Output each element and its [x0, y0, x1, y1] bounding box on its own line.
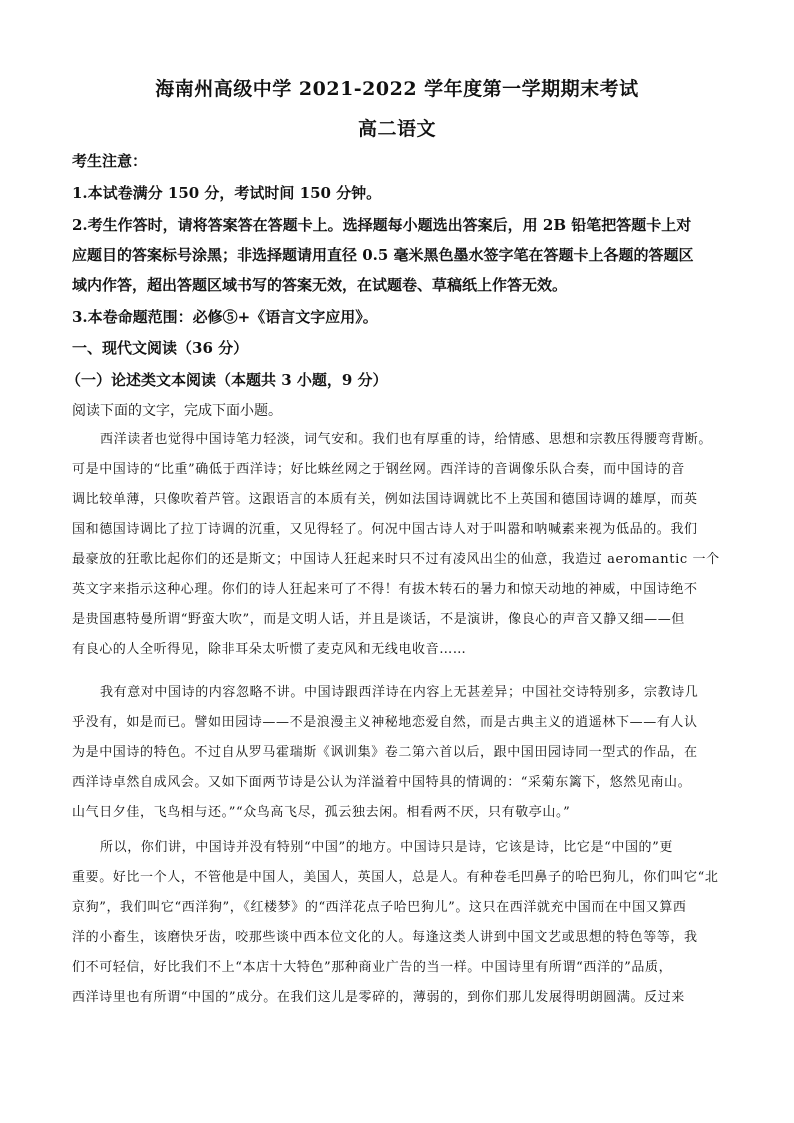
reading-instruction: 阅读下面的文字，完成下面小题。: [72, 403, 282, 419]
passage-line: 们不可轻信，好比我们不上“本店十大特色”那种商业广告的当一样。中国诗里有所谓“西洋的”品质，: [72, 960, 673, 975]
notice-item-2-line-3: 域内作答，超出答题区域书写的答案无效，在试题卷、草稿纸上作答无效。: [72, 276, 568, 294]
passage-paragraph-1: [72, 425, 732, 665]
passage-line: 最豪放的狂歌比起你们的还是斯文；中国诗人狂起来时只不过有凌风出尘的仙意，我造过 aeromantic 一个: [72, 552, 720, 567]
passage-line: 为是中国诗的特色。不过自从罗马霍瑞斯《讽训集》卷二第六首以后，跟中国田园诗同一型式的作品，在: [72, 745, 698, 760]
passage-line: 所以，你们讲，中国诗并没有特别“中国”的地方。中国诗只是诗，它该是诗，比它是“中国的”更: [100, 840, 673, 855]
passage-line: 西洋诗里也有所谓“中国的”成分。在我们这儿是零碎的，薄弱的，到你们那儿发展得明朗圆满。反过来: [72, 990, 685, 1005]
passage-line: 我有意对中国诗的内容忽略不讲。中国诗跟西洋诗在内容上无甚差异；中国社交诗特别多，宗教诗几: [100, 685, 699, 700]
passage-line: 调比较单薄，只像吹着芦管。这跟语言的本质有关，例如法国诗调就比不上英国和德国诗调的雄厚，而英: [72, 492, 698, 507]
subsection-heading: （一）论述类文本阅读（本题共 3 小题，9 分）: [66, 371, 388, 389]
notice-item-2-line-2: 应题目的答案标号涂黑；非选择题请用直径 0.5 毫米黑色墨水签字笔在答题卡上各题的答题区: [72, 246, 694, 264]
passage-line: 洋的小畜生，该磨快牙齿，咬那些谈中西本位文化的人。每逢这类人讲到中国文艺或思想的特色等等，我: [72, 930, 698, 945]
notice-item-3: 3.本卷命题范围：必修⑤+《语言文字应用》。: [72, 308, 378, 326]
passage-line: 山气日夕佳，飞鸟相与还。”“众鸟高飞尽，孤云独去闲。相看两不厌，只有敬亭山。”: [72, 805, 571, 820]
passage-line: 京狗”，我们叫它“西洋狗”，《红楼梦》的“西洋花点子哈巴狗儿”。这只在西洋就充中国而在中国又算西: [72, 900, 687, 915]
exam-title: 海南州高级中学 2021-2022 学年度第一学期期末考试: [155, 78, 639, 100]
notice-item-1: 1.本试卷满分 150 分，考试时间 150 分钟。: [72, 184, 382, 202]
passage-line: 西洋读者也觉得中国诗笔力轻淡，词气安和。我们也有厚重的诗，给情感、思想和宗教压得腰弯背断。: [100, 432, 713, 447]
passage-line: 乎没有，如是而已。譬如田园诗——不是浪漫主义神秘地恋爱自然，而是古典主义的逍遥林下——有人认: [72, 715, 698, 730]
exam-subtitle: 高二语文: [357, 118, 436, 140]
passage-line: 重要。好比一个人，不管他是中国人，美国人，英国人，总是人。有种卷毛凹鼻子的哈巴狗儿，你们叫它“北: [72, 870, 719, 885]
passage-paragraph-3: [72, 833, 732, 1013]
passage-paragraph-2: [72, 678, 732, 828]
passage-line: 有良心的人全听得见，除非耳朵太听惯了麦克风和无线电收音……: [72, 642, 467, 657]
passage-line: 可是中国诗的“比重”确低于西洋诗；好比蛛丝网之于钢丝网。西洋诗的音调像乐队合奏，而中国诗的音: [72, 462, 685, 477]
passage-line: 西洋诗卓然自成风会。又如下面两节诗是公认为洋溢着中国特具的情调的：“采菊东篱下，悠然见南山。: [72, 775, 692, 790]
passage-line: 国和德国诗调比了拉丁诗调的沉重，又见得轻了。何况中国古诗人对于叫嚣和呐喊素来视为低品的。我们: [72, 522, 698, 537]
passage-line: 是贵国惠特曼所谓“野蛮大吹”，而是文明人话，并且是谈话，不是演讲，像良心的声音又静又细——但: [72, 612, 685, 627]
notice-heading: 考生注意：: [72, 152, 148, 170]
passage-line: 英文字来指示这种心理。你们的诗人狂起来可了不得！有拔木转石的暑力和惊天动地的神威，中国诗绝不: [72, 582, 698, 597]
notice-item-2-line-1: 2.考生作答时，请将答案答在答题卡上。选择题每小题选出答案后，用 2B 铅笔把答题卡上对: [72, 216, 692, 234]
section-heading: 一、现代文阅读（36 分）: [72, 339, 249, 357]
